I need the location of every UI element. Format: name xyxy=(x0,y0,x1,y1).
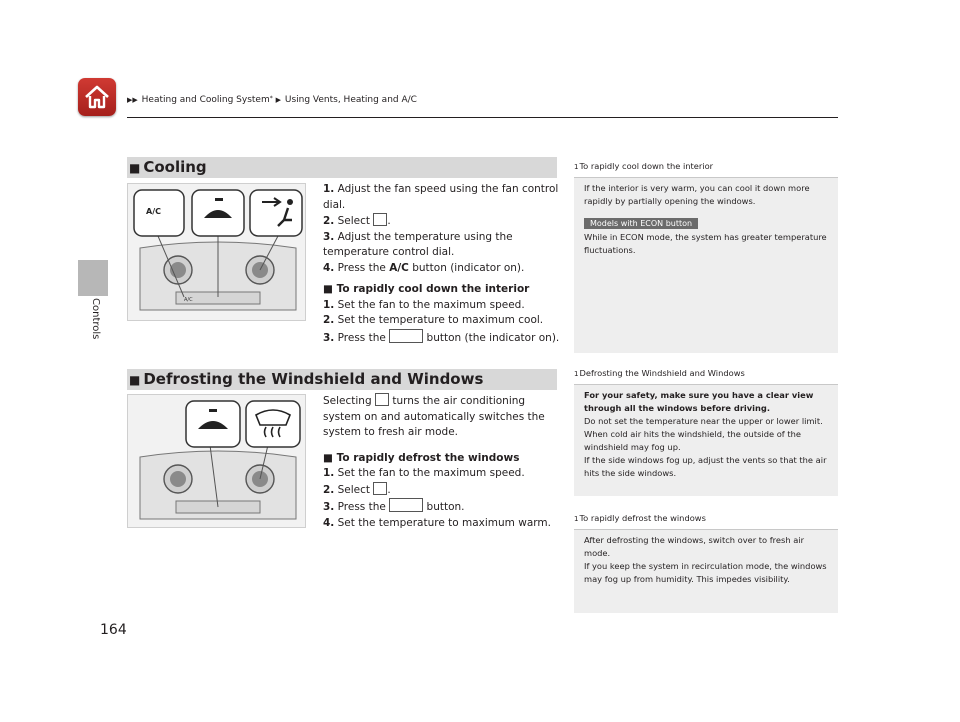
note-cool xyxy=(574,157,838,353)
heading-square-icon: ■ xyxy=(323,283,337,295)
side-tab[interactable] xyxy=(78,260,108,296)
recirculation-icon xyxy=(389,329,423,343)
defrost-subheading: ■ To rapidly defrost the windows xyxy=(323,451,520,464)
cooling-sub-step-3: 3. Press the button (the indicator on). xyxy=(323,329,561,347)
cooling-step-4: 4. Press the A/C button (indicator on). xyxy=(323,261,525,274)
svg-text:A/C: A/C xyxy=(146,207,161,216)
cooling-step-2: 2. Select . xyxy=(323,215,391,227)
home-button[interactable] xyxy=(78,78,116,116)
breadcrumb-star: * xyxy=(269,95,273,102)
note-defrost-line: Do not set the temperature near the upper or lower limit. xyxy=(584,416,823,426)
breadcrumb-arrow-icon: ▶ xyxy=(275,96,281,104)
defrost-step-3: 3. Press the button. xyxy=(323,498,561,516)
note-icon: 1 xyxy=(574,515,579,523)
cooling-sub-step-1: 1. Set the fan to the maximum speed. xyxy=(323,298,525,311)
defrost-mode-icon xyxy=(375,393,389,406)
note-defrost xyxy=(574,364,838,496)
climate-panel-illustration xyxy=(128,184,306,321)
defrost-steps xyxy=(323,393,561,531)
note-cool-body: If the interior is very warm, you can cool it down more rapidly by partially opening the windows. xyxy=(584,183,810,206)
defrost-step-2: 2. Select . xyxy=(323,483,391,496)
note-rapid-line: After defrosting the windows, switch over to fresh air mode. xyxy=(584,535,805,558)
heading-square-icon: ■ xyxy=(129,373,141,387)
note-defrost-title: 1Defrosting the Windshield and Windows xyxy=(574,364,838,385)
cooling-step-3: 3. Adjust the temperature using the temperature control dial. xyxy=(323,230,513,258)
breadcrumb-arrow-icon: ▶▶ xyxy=(127,96,138,104)
heading-square-icon: ■ xyxy=(129,161,141,175)
note-defrost-line: If the side windows fog up, adjust the vents so that the air hits the side windows. xyxy=(584,455,827,478)
note-cool-title: 1To rapidly cool down the interior xyxy=(574,157,838,178)
note-icon: 1 xyxy=(574,163,579,171)
climate-panel-illustration xyxy=(128,395,306,528)
breadcrumb-item-vents[interactable]: Using Vents, Heating and A/C xyxy=(284,95,417,105)
page-number: 164 xyxy=(100,622,127,638)
defrost-step-1: 1. Set the fan to the maximum speed. xyxy=(323,467,525,479)
heading-square-icon: ■ xyxy=(323,451,337,464)
cooling-steps xyxy=(323,182,561,346)
econ-badge: Models with ECON button xyxy=(584,218,698,229)
note-rapid-title: 1To rapidly defrost the windows xyxy=(574,509,838,530)
side-label: Controls xyxy=(90,298,101,340)
cooling-heading: ■ Cooling xyxy=(127,157,557,178)
note-defrost-warning: For your safety, make sure you have a clear view through all the windows before driving. xyxy=(584,390,814,413)
defrost-intro: Selecting turns the air conditioning system on and automatically switches the system to fresh air mode. xyxy=(323,395,545,438)
home-icon xyxy=(83,83,111,111)
vent-mode-icon xyxy=(373,213,387,226)
note-icon: 1 xyxy=(574,370,579,378)
cooling-sub-step-2: 2. Set the temperature to maximum cool. xyxy=(323,314,544,326)
cooling-dashboard-figure xyxy=(127,183,306,321)
cooling-subheading: ■ To rapidly cool down the interior xyxy=(323,283,530,295)
breadcrumb xyxy=(127,95,417,105)
defrost-heading: ■ Defrosting the Windshield and Windows xyxy=(127,369,557,390)
note-rapid-line: If you keep the system in recirculation mode, the windows may fog up from humidity. This impedes visibility. xyxy=(584,561,827,584)
note-defrost-line: When cold air hits the windshield, the outside of the windshield may fog up. xyxy=(584,429,801,452)
breadcrumb-item-heating[interactable]: Heating and Cooling System xyxy=(141,95,270,105)
note-rapid-defrost xyxy=(574,509,838,613)
note-cool-body2: While in ECON mode, the system has greater temperature fluctuations. xyxy=(584,232,827,255)
defrost-dashboard-figure xyxy=(127,394,306,528)
defrost-step-4: 4. Set the temperature to maximum warm. xyxy=(323,516,551,529)
cooling-step-1: 1. Adjust the fan speed using the fan control dial. xyxy=(323,183,559,211)
recirculation-icon xyxy=(389,498,423,512)
defrost-mode-icon xyxy=(373,482,387,495)
dash-ac-label: A/C xyxy=(184,297,193,303)
header-rule xyxy=(127,117,838,118)
